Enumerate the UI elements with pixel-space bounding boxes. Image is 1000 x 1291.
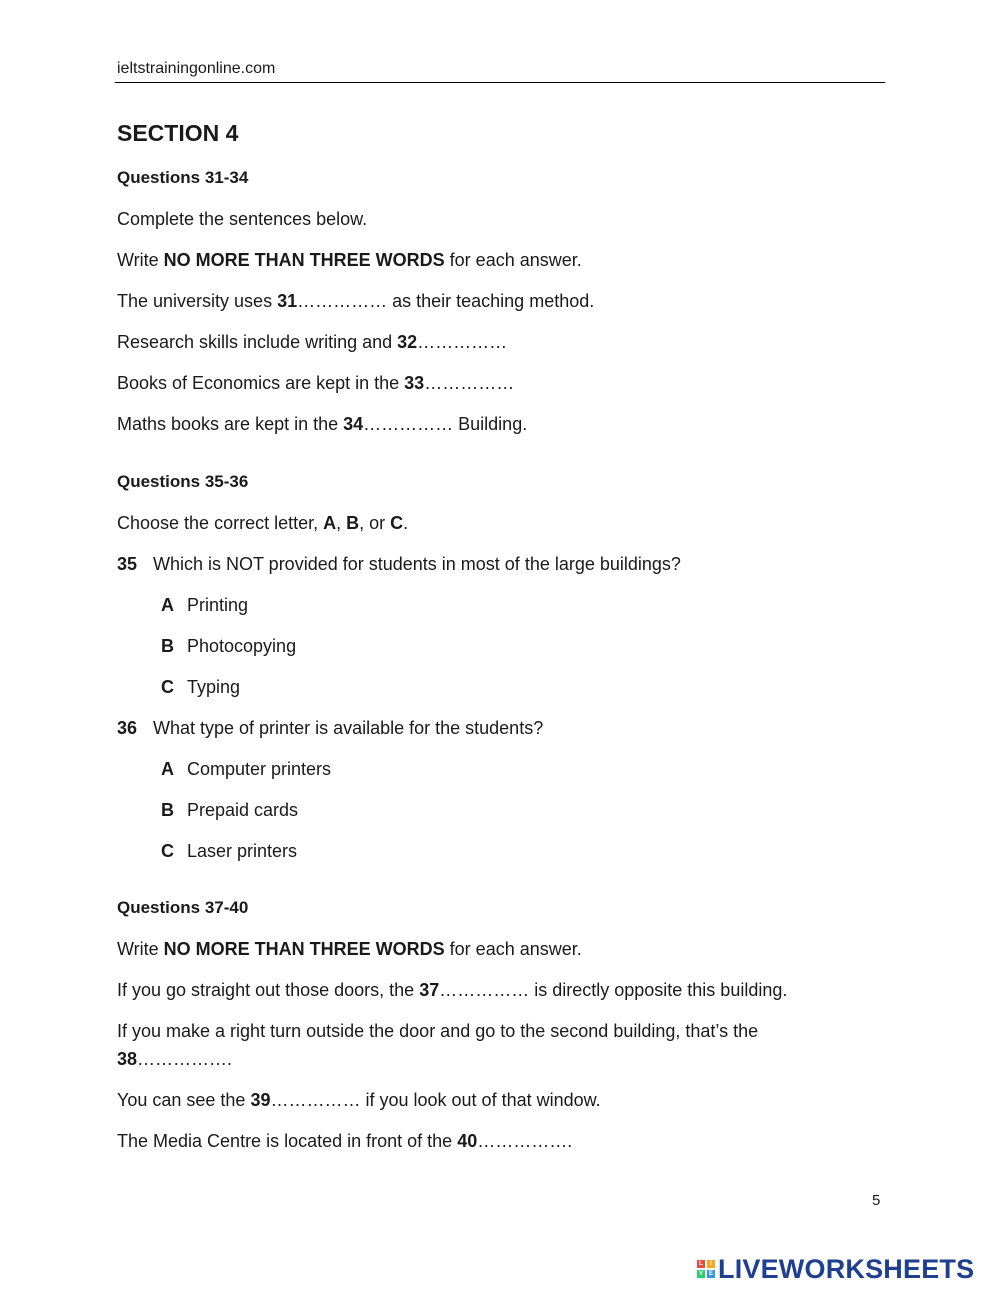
questions-31-34-heading: Questions 31-34 [117, 168, 249, 187]
question-38-line-2: 38……………. [117, 1049, 233, 1069]
q36-option-c: C Laser printers [161, 841, 298, 861]
questions-35-36-heading: Questions 35-36 [117, 472, 249, 491]
question-34: Maths books are kept in the 34…………… Building. [117, 414, 528, 434]
header-divider [115, 82, 885, 83]
question-38-line-1: If you make a right turn outside the door and go to the second building, that’s the [117, 1021, 759, 1041]
q35-option-c: C Typing [161, 677, 241, 697]
block3-word-limit: Write NO MORE THAN THREE WORDS for each answer. [117, 939, 582, 959]
question-31: The university uses 31…………… as their teaching method. [117, 291, 595, 311]
q36-option-b: B Prepaid cards [161, 800, 299, 820]
questions-37-40-heading: Questions 37-40 [117, 898, 249, 917]
question-40: The Media Centre is located in front of the 40……………. [117, 1131, 573, 1151]
page-number: 5 [872, 1192, 881, 1209]
block2-instruction: Choose the correct letter, A, B, or C. [117, 513, 409, 533]
question-36: 36 What type of printer is available for the students? [117, 718, 544, 738]
question-33: Books of Economics are kept in the 33…………… [117, 373, 515, 393]
block1-instruction: Complete the sentences below. [117, 209, 368, 229]
site-name: ieltstrainingonline.com [117, 60, 276, 77]
q35-option-a: A Printing [161, 595, 249, 615]
liveworksheets-logo-icon: L I V E [698, 1261, 713, 1277]
question-32: Research skills include writing and 32…………… [117, 332, 508, 352]
question-39: You can see the 39…………… if you look out of that window. [117, 1090, 601, 1110]
question-35: 35 Which is NOT provided for students in most of the large buildings? [117, 554, 681, 574]
q35-option-b: B Photocopying [161, 636, 297, 656]
section-title: SECTION 4 [117, 120, 239, 146]
liveworksheets-logo [697, 1253, 974, 1285]
q36-option-a: A Computer printers [161, 759, 332, 779]
liveworksheets-wordmark: LIVEWORKSHEETS [718, 1253, 975, 1284]
question-37: If you go straight out those doors, the 37…………… is directly opposite this building. [117, 980, 788, 1000]
block1-word-limit: Write NO MORE THAN THREE WORDS for each answer. [117, 250, 582, 270]
